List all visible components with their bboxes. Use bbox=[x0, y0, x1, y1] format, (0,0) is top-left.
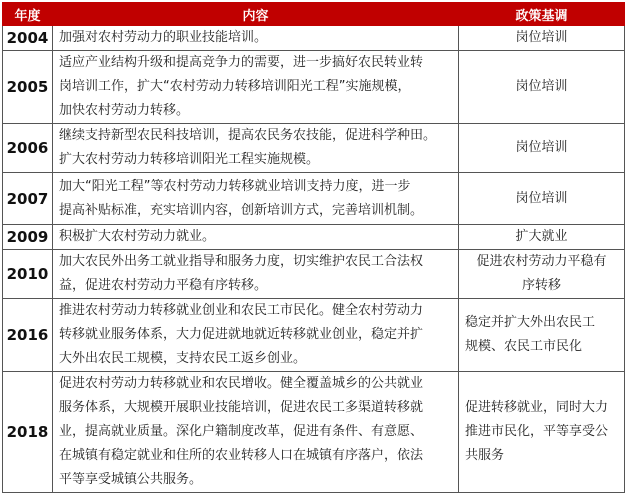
year-cell: 2016 bbox=[3, 299, 53, 372]
policy-cell bbox=[459, 26, 625, 51]
content-line: 推进农村劳动力转移就业创业和农民工市民化。健全农村劳动力 bbox=[59, 303, 424, 318]
content-line: 加快农村劳动力转移。 bbox=[59, 103, 190, 118]
policy-cell bbox=[459, 51, 625, 124]
policy-line: 推进市民化，平等享受公 bbox=[465, 424, 609, 439]
content-cell bbox=[53, 51, 459, 124]
table-row bbox=[3, 250, 625, 299]
content-line: 扩大农村劳动力转移培训阳光工程实施规模。 bbox=[59, 152, 320, 167]
table-row bbox=[3, 225, 625, 250]
policy-line: 稳定并扩大外出农民工 bbox=[465, 315, 596, 330]
year-cell: 2010 bbox=[3, 250, 53, 299]
year-cell: 2006 bbox=[3, 124, 53, 173]
table-row bbox=[3, 124, 625, 173]
content-cell bbox=[53, 26, 459, 51]
content-cell bbox=[53, 124, 459, 173]
policy-table bbox=[2, 2, 625, 493]
content-line: 继续支持新型农民科技培训，提高农民务农技能，促进科学种田。 bbox=[59, 128, 437, 143]
content-line: 加强对农村劳动力的职业技能培训。 bbox=[59, 30, 268, 45]
policy-line: 岗位培训 bbox=[515, 30, 568, 45]
content-line: 益，促进农村劳动力平稳有序转移。 bbox=[59, 278, 268, 293]
year-cell: 2009 bbox=[3, 225, 53, 250]
table-row bbox=[3, 173, 625, 225]
content-line: 加大农民外出务工就业指导和服务力度，切实维护农民工合法权 bbox=[59, 254, 424, 269]
policy-line: 岗位培训 bbox=[515, 79, 568, 94]
content-line: 加大“阳光工程”等农村劳动力转移就业培训支持力度，进一步 bbox=[59, 178, 411, 194]
header-policy: 政策基调 bbox=[459, 3, 625, 26]
policy-line: 扩大就业 bbox=[515, 229, 568, 244]
year-cell: 2004 bbox=[3, 26, 53, 51]
content-cell bbox=[53, 225, 459, 250]
content-line: 提高补贴标准，充实培训内容，创新培训方式，完善培训机制。 bbox=[59, 202, 424, 218]
policy-cell bbox=[459, 124, 625, 173]
policy-line: 促进转移就业，同时大力 bbox=[465, 400, 609, 415]
policy-line: 岗位培训 bbox=[515, 140, 568, 155]
content-line: 平等享受城镇公共服务。 bbox=[59, 472, 203, 487]
content-line: 转移就业服务体系，大力促进就地就近转移就业创业，稳定并扩 bbox=[59, 327, 424, 342]
header-content: 内容 bbox=[53, 3, 459, 26]
content-line: 积极扩大农村劳动力就业。 bbox=[59, 229, 216, 244]
content-cell bbox=[53, 299, 459, 372]
year-cell: 2005 bbox=[3, 51, 53, 124]
content-line: 在城镇有稳定就业和住所的农业转移人口在城镇有序落户，依法 bbox=[59, 448, 424, 463]
content-line: 适应产业结构升级和提高竞争力的需要，进一步搞好农民转业转 bbox=[59, 55, 424, 70]
policy-cell bbox=[459, 250, 625, 299]
table-row bbox=[3, 372, 625, 493]
header-year: 年度 bbox=[3, 3, 53, 26]
policy-cell bbox=[459, 225, 625, 250]
policy-cell bbox=[459, 173, 625, 225]
content-line: 服务体系，大规模开展职业技能培训，促进农民工多渠道转移就 bbox=[59, 400, 424, 415]
content-cell bbox=[53, 372, 459, 493]
policy-line: 岗位培训 bbox=[515, 190, 568, 206]
year-cell: 2018 bbox=[3, 372, 53, 493]
year-cell: 2007 bbox=[3, 173, 53, 225]
policy-line: 共服务 bbox=[465, 448, 505, 463]
table-row bbox=[3, 299, 625, 372]
policy-line: 促进农村劳动力平稳有 bbox=[476, 254, 607, 269]
content-line: 促进农村劳动力转移就业和农民增收。健全覆盖城乡的公共就业 bbox=[59, 376, 424, 391]
policy-cell bbox=[459, 299, 625, 372]
table-row bbox=[3, 26, 625, 51]
content-cell bbox=[53, 173, 459, 225]
table-row bbox=[3, 51, 625, 124]
content-line: 业，提高就业质量。深化户籍制度改革，促进有条件、有意愿、 bbox=[59, 424, 424, 439]
policy-line: 规模、农民工市民化 bbox=[465, 339, 583, 354]
content-line: 大外出农民工规模，支持农民工返乡创业。 bbox=[59, 351, 307, 366]
policy-cell bbox=[459, 372, 625, 493]
policy-line: 序转移 bbox=[521, 278, 561, 293]
content-cell bbox=[53, 250, 459, 299]
content-line: 岗培训工作，扩大“农村劳动力转移培训阳光工程”实施规模， bbox=[59, 79, 411, 94]
header-row bbox=[3, 3, 625, 26]
